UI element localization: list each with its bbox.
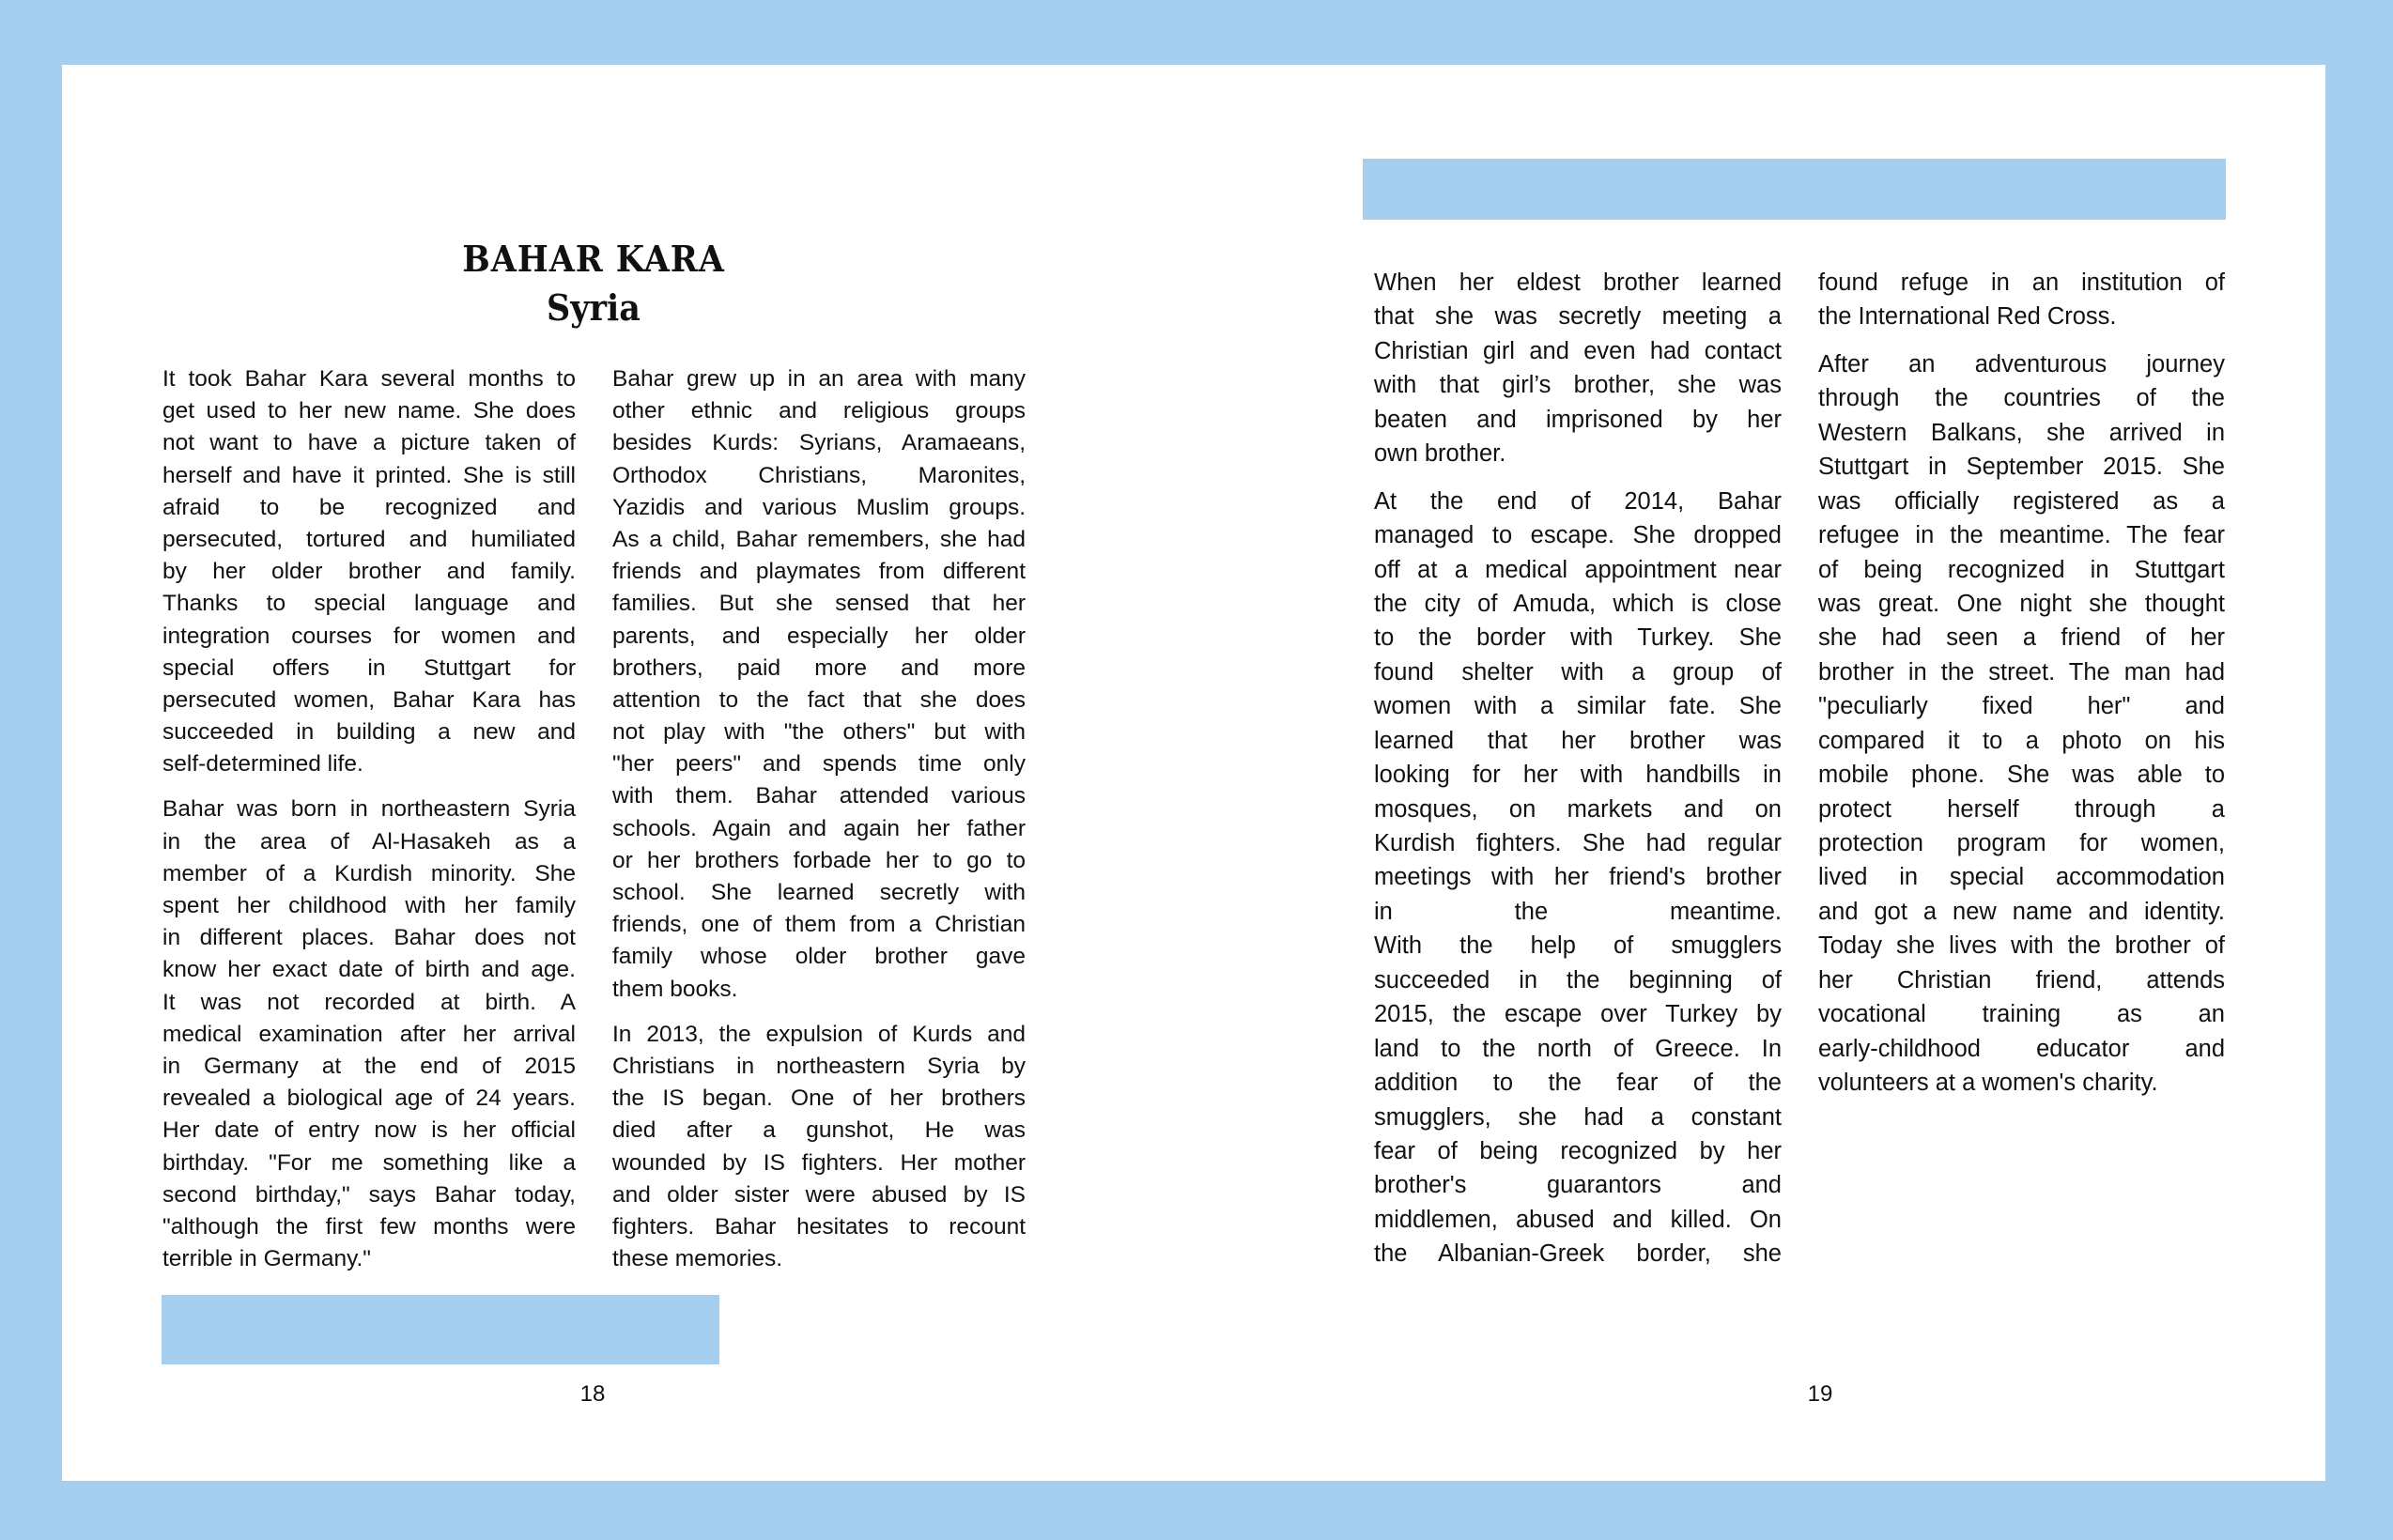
text-line: self-determined life. <box>162 751 363 778</box>
text-line: birthday. "For me something like a <box>162 1149 576 1176</box>
text-line: terrible in Germany." <box>162 1246 372 1272</box>
text-line: In 2013, the expulsion of Kurds and <box>612 1021 1026 1047</box>
paragraph <box>612 1019 1026 1276</box>
text-line: with that girl’s brother, she was <box>1374 372 1782 399</box>
text-line: mosques, on markets and on <box>1374 795 1782 823</box>
text-line: these memories. <box>612 1246 783 1272</box>
decorative-bar-top-right <box>1363 159 2226 220</box>
text-line: afraid to be recognized and <box>162 494 576 520</box>
text-line: At the end of 2014, Bahar <box>1374 487 1782 515</box>
text-line: the International Red Cross. <box>1818 303 2117 331</box>
text-line: vocational training as an <box>1818 1001 2225 1028</box>
text-line: beaten and imprisoned by her <box>1374 406 1782 433</box>
text-line: of being recognized in Stuttgart <box>1818 556 2225 583</box>
text-line: Bahar grew up in an area with many <box>612 366 1026 392</box>
text-line: through the countries of the <box>1818 385 2225 412</box>
text-line: Kurdish fighters. She had regular <box>1374 830 1782 856</box>
text-line: off at a medical appointment near <box>1374 556 1782 583</box>
text-line: lived in special accommodation <box>1818 864 2225 891</box>
text-line: fighters. Bahar hesitates to recount <box>612 1213 1026 1240</box>
text-line: addition to the fear of the <box>1374 1070 1782 1097</box>
paragraph <box>1374 485 1782 1271</box>
text-line: member of a Kurdish minority. She <box>162 860 576 886</box>
left-page-column-1 <box>162 363 576 1275</box>
text-line: families. But she sensed that her <box>612 591 1026 617</box>
text-line: integration courses for women and <box>162 623 576 649</box>
text-line: As a child, Bahar remembers, she had <box>612 526 1026 552</box>
text-line: middlemen, abused and killed. On <box>1374 1206 1782 1233</box>
text-line: It took Bahar Kara several months to <box>162 366 576 392</box>
paragraph <box>1818 347 2225 1101</box>
text-line: second birthday," says Bahar today, <box>162 1181 576 1208</box>
text-line: that she was secretly meeting a <box>1374 303 1782 331</box>
text-line: refugee in the meantime. The fear <box>1818 522 2225 549</box>
text-line: the Albanian-Greek border, she <box>1374 1240 1782 1268</box>
text-line: protection program for women, <box>1818 830 2225 856</box>
text-line: learned that her brother was <box>1374 727 1782 754</box>
text-line: her Christian friend, attends <box>1818 966 2225 993</box>
text-line: in the area of Al-Hasakeh as a <box>162 828 576 855</box>
text-line: mobile phone. She was able to <box>1818 762 2225 789</box>
text-line: found shelter with a group of <box>1374 658 1782 685</box>
text-line: It was not recorded at birth. A <box>162 989 576 1015</box>
text-line: revealed a biological age of 24 years. <box>162 1086 576 1112</box>
text-line: smugglers, she had a constant <box>1374 1103 1782 1131</box>
text-line: brothers, paid more and more <box>612 654 1026 681</box>
text-line: Western Balkans, she arrived in <box>1818 419 2225 446</box>
text-line: brother's guarantors and <box>1374 1172 1782 1199</box>
text-line: volunteers at a women's charity. <box>1818 1070 2158 1097</box>
text-line: died after a gunshot, He was <box>612 1117 1026 1144</box>
text-line: Her date of entry now is her official <box>162 1117 576 1144</box>
page-number-left: 18 <box>579 1381 606 1407</box>
text-line: "although the first few months were <box>162 1213 576 1240</box>
text-line: When her eldest brother learned <box>1374 270 1782 296</box>
text-line: After an adventurous journey <box>1818 350 2225 377</box>
text-line: the city of Amuda, which is close <box>1374 590 1782 617</box>
text-line: spent her childhood with her family <box>162 893 576 918</box>
text-line: Thanks to special language and <box>162 591 576 617</box>
text-line: besides Kurds: Syrians, Aramaeans, <box>612 430 1026 456</box>
text-line: get used to her new name. She does <box>162 398 576 424</box>
text-line: to the border with Turkey. She <box>1374 624 1782 652</box>
text-line: Christian girl and even had contact <box>1374 337 1782 364</box>
left-page-column-2 <box>612 363 1026 1275</box>
text-line: know her exact date of birth and age. <box>162 957 576 983</box>
text-line: the IS began. One of her brothers <box>612 1086 1026 1112</box>
paragraph <box>162 793 576 1275</box>
text-line: wounded by IS fighters. Her mother <box>612 1149 1026 1176</box>
text-line: meetings with her friend's brother <box>1374 864 1782 891</box>
text-line: herself and have it printed. She is still <box>162 462 576 488</box>
text-line: looking for her with handbills in <box>1374 762 1782 789</box>
article-subtitle: Syria <box>547 286 641 329</box>
text-line: Today she lives with the brother of <box>1818 932 2225 960</box>
article-title: BAHAR KARA <box>462 238 725 280</box>
text-line: parents, and especially her older <box>612 623 1026 649</box>
text-line: friends and playmates from different <box>612 559 1026 585</box>
text-line: fear of being recognized by her <box>1374 1137 1782 1164</box>
paragraph <box>162 363 576 780</box>
text-line: Stuttgart in September 2015. She <box>1818 454 2225 481</box>
text-line: not want to have a picture taken of <box>162 430 576 456</box>
text-line: in Germany at the end of 2015 <box>162 1053 576 1079</box>
text-line: protect herself through a <box>1818 795 2225 823</box>
page-number-right: 19 <box>1807 1381 1833 1407</box>
paragraph <box>612 363 1026 1006</box>
text-line: women with a similar fate. She <box>1374 693 1782 720</box>
text-line: own brother. <box>1374 440 1506 468</box>
text-line: in different places. Bahar does not <box>162 925 576 951</box>
text-line: not play with "the others" but with <box>612 719 1026 746</box>
article-heading <box>162 235 1026 332</box>
paragraph <box>1374 266 1782 471</box>
text-line: Orthodox Christians, Maronites, <box>612 462 1026 488</box>
right-page-column-1 <box>1374 266 1782 1271</box>
text-line: With the help of smugglers <box>1374 932 1782 960</box>
text-line: succeeded in building a new and <box>162 719 576 746</box>
text-line: was great. One night she thought <box>1818 590 2225 617</box>
text-line: family whose older brother gave <box>612 944 1026 970</box>
text-line: persecuted women, Bahar Kara has <box>162 686 576 713</box>
text-line: medical examination after her arrival <box>162 1021 576 1047</box>
text-line: Yazidis and various Muslim groups. <box>612 494 1026 520</box>
text-line: Christians in northeastern Syria by <box>612 1053 1026 1079</box>
text-line: "peculiarly fixed her" and <box>1818 693 2225 720</box>
text-line: in the meantime. <box>1374 898 1782 925</box>
text-line: by her older brother and family. <box>162 559 576 585</box>
text-line: with them. Bahar attended various <box>612 783 1026 809</box>
text-line: managed to escape. She dropped <box>1374 522 1782 549</box>
text-line: 2015, the escape over Turkey by <box>1374 1001 1782 1028</box>
text-line: Bahar was born in northeastern Syria <box>162 796 576 823</box>
text-line: early-childhood educator and <box>1818 1035 2225 1062</box>
text-line: school. She learned secretly with <box>612 880 1026 905</box>
text-line: compared it to a photo on his <box>1818 727 2225 754</box>
text-line: "her peers" and spends time only <box>612 751 1026 778</box>
text-line: succeeded in the beginning of <box>1374 966 1782 993</box>
text-line: or her brothers forbade her to go to <box>612 847 1026 873</box>
decorative-bar-bottom-left <box>162 1295 719 1364</box>
right-page-column-2 <box>1818 266 2225 1101</box>
text-line: land to the north of Greece. In <box>1374 1035 1782 1062</box>
text-line: and older sister were abused by IS <box>612 1181 1026 1208</box>
text-line: was officially registered as a <box>1818 487 2225 515</box>
text-line: them books. <box>612 976 738 1002</box>
text-line: special offers in Stuttgart for <box>162 654 576 681</box>
paragraph <box>1818 266 2225 334</box>
text-line: persecuted, tortured and humiliated <box>162 526 576 552</box>
text-line: found refuge in an institution of <box>1818 270 2225 296</box>
text-line: attention to the fact that she does <box>612 686 1026 713</box>
text-line: friends, one of them from a Christian <box>612 912 1026 938</box>
text-line: she had seen a friend of her <box>1818 624 2225 652</box>
text-line: and got a new name and identity. <box>1818 898 2225 925</box>
text-line: other ethnic and religious groups <box>612 398 1026 424</box>
text-line: brother in the street. The man had <box>1818 658 2225 685</box>
text-line: schools. Again and again her father <box>612 815 1026 841</box>
